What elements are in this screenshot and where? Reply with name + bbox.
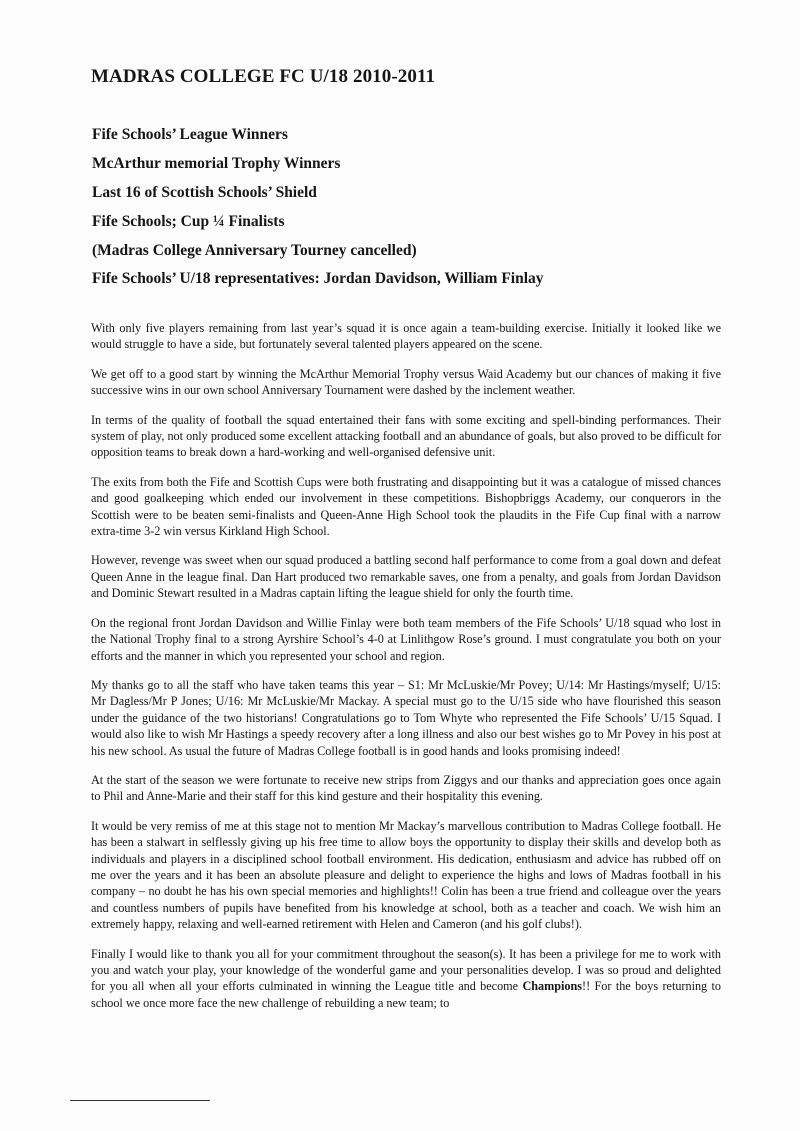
body-paragraph: We get off to a good start by winning the McArthur Memorial Trophy versus Waid Academy but our chances of making it five successive wins in our own school Anniversary Tournament were dashed by the inclement weather. — [91, 366, 721, 398]
honour-item: Last 16 of Scottish Schools’ Shield — [92, 184, 317, 201]
body-paragraph: In terms of the quality of football the squad entertained their fans with some exciting and spell-binding performances. Their system of play, not only produced some excellent attacking football and an abundance of goals, but also proved to be difficult for opposition teams to break down a hard-working and well-organised defensive unit. — [91, 412, 721, 460]
honour-item: McArthur memorial Trophy Winners — [92, 155, 341, 172]
honours-list — [92, 120, 417, 265]
body-paragraph: On the regional front Jordan Davidson and Willie Finlay were both team members of the Fife Schools’ U/18 squad who lost in the National Trophy final to a strong Ayrshire School’s 4-0 at Linlithgow Rose’s ground. I must congratulate you both on your efforts and the manner in which you represented your school and region. — [91, 615, 721, 663]
body-paragraph: My thanks go to all the staff who have taken teams this year – S1: Mr McLuskie/Mr Povey; U/14: Mr Hastings/myself; U/15: Mr Dagless/Mr P Jones; U/16: Mr McLuskie/Mr Mackay. A special must go to the U/15 side who have flourished this season under the guidance of the two historians! Congratulations go to Tom Whyte who represented the Fife Schools’ U/15 Squad. I would also like to wish Mr Hastings a speedy recovery after a long illness and also our best wishes go to Mr Povey in his post at his new school. As usual the future of Madras College football is in good hands and looks promising indeed! — [91, 677, 721, 758]
honour-item: Fife Schools’ League Winners — [92, 126, 288, 143]
body-paragraph: At the start of the season we were fortunate to receive new strips from Ziggys and our thanks and appreciation goes once again to Phil and Anne-Marie and their staff for this kind gesture and their hospitality this evening. — [91, 772, 721, 804]
final-paragraph — [91, 946, 721, 1012]
document-title: MADRAS COLLEGE FC U/18 2010-2011 — [91, 66, 436, 87]
body-paragraph: With only five players remaining from last year’s squad it is once again a team-building exercise. Initially it looked like we would struggle to have a side, but fortunately several talented players appeared on the scene. — [91, 321, 721, 352]
body-paragraph: It would be very remiss of me at this stage not to mention Mr Mackay’s marvellous contribution to Madras College football. He has been a stalwart in selflessly giving up his free time to allow boys the opportunity to display their skills and develop both as individuals and players in a disciplined school football environment. His dedication, enthusiasm and advice has rubbed off on me over the years and it has been an absolute pleasure and delight to experience the highs and lows of Madras football in his company – no doubt he has his own special memories and highlights!! Colin has been a true friend and colleague over the years and countless numbers of pupils have benefited from his knowledge at school, both as a teacher and coach. We wish him an extremely happy, relaxing and well-earned retirement with Helen and Cameron (and his golf clubs!). — [91, 818, 721, 932]
final-paragraph-continuation: !! For the boys returning to school we once more face the new challenge of rebuilding a new team; to — [91, 979, 721, 1010]
body-paragraph: The exits from both the Fife and Scottish Cups were both frustrating and disappointing but it was a catalogue of missed chances and good goalkeeping which ended our involvement in these competitions. Bishopbriggs Academy, our conquerors in the Scottish were to be beaten semi-finalists and Queen-Anne High School took the plaudits in the Fife Cup final with a narrow extra-time 3-2 win versus Kirkland High School. — [91, 474, 721, 539]
body-paragraph: However, revenge was sweet when our squad produced a battling second half performance to come from a goal down and defeat Queen Anne in the league final. Dan Hart produced two remarkable saves, one from a penalty, and goals from Jordan Davidson and Dominic Stewart resulted in a Madras captain lifting the league shield for only the fourth time. — [91, 553, 721, 601]
honour-item: Fife Schools; Cup ¼ Finalists — [92, 213, 285, 230]
footer-divider — [70, 1100, 210, 1101]
report-body — [91, 320, 721, 1024]
representatives-heading: Fife Schools’ U/18 representatives: Jordan Davidson, William Finlay — [92, 270, 544, 287]
honour-item: (Madras College Anniversary Tourney cancelled) — [92, 242, 417, 259]
champions-emphasis: Champions — [522, 979, 583, 994]
final-paragraph-text: Finally I would like to thank you all for your commitment throughout the season(s). It has been a privilege for me to work with you and watch your play, your knowledge of the wonderful game and your personalities develop. I was so proud and delighted for you all when all your efforts culminated in winning the League title and become — [91, 946, 721, 994]
